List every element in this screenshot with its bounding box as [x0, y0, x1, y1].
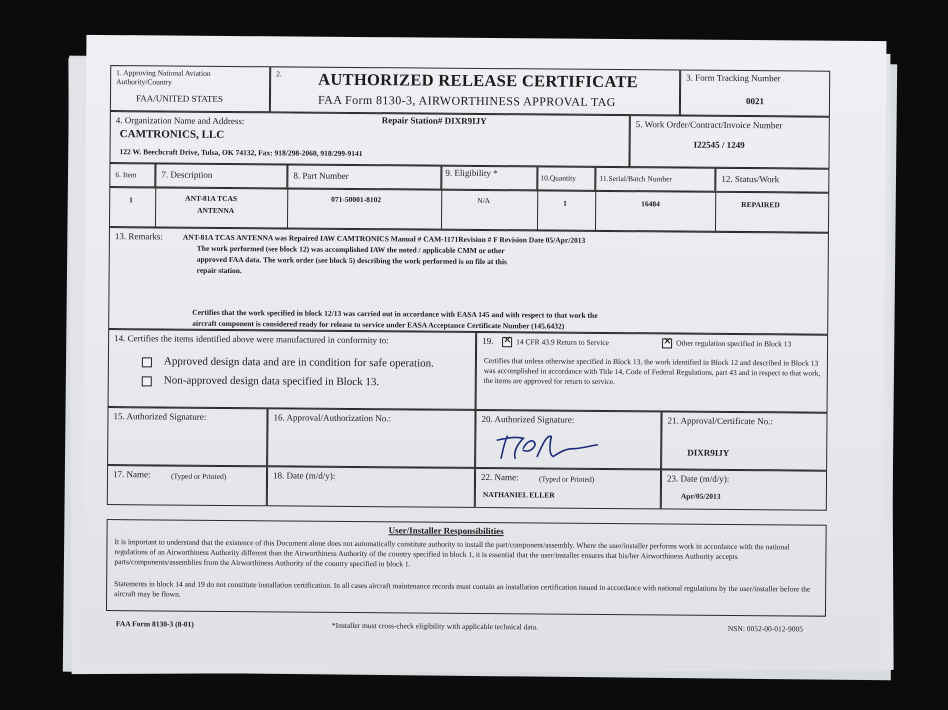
repair-station-label: Repair Station# DIXR9IJY — [381, 115, 487, 127]
user-installer-title: User/Installer Responsibilities — [388, 525, 504, 537]
col-header-serial-text: 11.Serial/Batch Number — [599, 173, 673, 184]
block-19-label: 19. — [482, 335, 494, 347]
block-14-label: 14. Certifies the items identified above were manufactured in conformity to: — [114, 333, 389, 346]
org-address: 122 W. Beechcraft Drive, Tulsa, OK 74132, Fax: 918/298-2060, 918/299-9141 — [119, 147, 363, 159]
remarks-line-5: Certifies that the work specified in block 12/13 was carried out in accordance with EASA 145 and with respect to that work the — [192, 307, 598, 320]
row-item: 1 — [129, 195, 133, 205]
user-installer-text-2: Statements in block 14 and 19 do not constitute installation certification. In all cases aircraft maintenance records must contain an installation certification issued in accordance with national regulations by the user/installer before the aircraft may be flown. — [114, 579, 811, 599]
block-3-value: 0021 — [745, 96, 765, 107]
other-regulation-checkbox[interactable] — [662, 338, 672, 348]
block-22-hint: (Typed or Printed) — [538, 474, 595, 484]
footer-form-number: FAA Form 8130-3 (8-01) — [115, 619, 194, 629]
user-installer-text-1: It is important to understand that the existence of this Document alone does not automatically constitute authority to install the part/component/assembly. Where the user/installer performs work in accordance with the national regulations of an Airworthiness Authority different than the Airworthiness Authority of the country specified in block 1, it is essential that the user/installer ensures that his/her Airworthiness Authority accepts parts/components/assemblies from the Airworthiness Authority of the country specified in block 1. — [114, 537, 790, 569]
remarks-line-2: The work performed (see block 12) was accomplished IAW the noted / applicable CMM or other — [196, 243, 505, 256]
footer-installer-note: *Installer must cross-check eligibility with applicable technical data. — [331, 620, 539, 632]
approved-design-label: Approved design data and are in condition for safe operation. — [163, 355, 434, 370]
block-22-label: 22. Name: — [480, 471, 519, 483]
block-23-value: Apr/05/2013 — [680, 491, 721, 501]
org-name: CAMTRONICS, LLC — [119, 128, 225, 141]
col-header-part-text: 8. Part Number — [293, 170, 349, 181]
block-17-hint: (Typed or Printed) — [170, 471, 227, 481]
non-approved-design-checkbox[interactable] — [142, 376, 152, 386]
remarks-line-3: approved FAA data. The work order (see block 5) describing the work performed is on file at this — [196, 254, 508, 267]
form-subtitle: FAA Form 8130-3, AIRWORTHINESS APPROVAL TAG — [317, 92, 616, 110]
block-3-label: 3. Form Tracking Number — [686, 72, 781, 84]
authorized-signature — [493, 430, 603, 465]
block-4-label: 4. Organization Name and Address: — [115, 115, 245, 127]
approved-design-checkbox[interactable] — [142, 357, 152, 367]
block-15-label: 15. Authorized Signature: — [113, 411, 207, 422]
row-elig: N/A — [477, 195, 491, 206]
block-20-label: 20. Authorized Signature: — [481, 413, 575, 425]
block-21-value: DIXR9IJY — [687, 447, 730, 458]
col-header-quantity-text: 10.Quantity — [540, 173, 577, 183]
form-title: AUTHORIZED RELEASE CERTIFICATE — [318, 69, 639, 92]
block-22-value: NATHANIEL ELLER — [482, 489, 555, 500]
remarks-line-6: aircraft component is considered ready for release to service under EASA Acceptance Certificate Number (145.6432) — [192, 318, 565, 331]
block-23-label: 23. Date (m/d/y): — [666, 473, 730, 484]
remarks-line-4: repair station. — [196, 265, 242, 276]
cfr-43-9-label: 14 CFR 43.9 Return to Service — [516, 337, 610, 347]
certificate-sheet — [82, 35, 887, 671]
block-16-label: 16. Approval/Authorization No.: — [273, 412, 392, 424]
col-header-item-text: 6. Item — [115, 170, 137, 180]
col-header-eligibility-text: 9. Eligibility * — [445, 167, 498, 179]
row-serial: 16484 — [641, 199, 660, 209]
non-approved-design-label: Non-approved design data specified in Block 13. — [163, 374, 380, 389]
block-2-label: 2. — [276, 69, 282, 79]
row-status: REPAIRED — [741, 200, 780, 210]
footer-nsn: NSN: 0052-00-012-9005 — [727, 623, 804, 634]
row-qty: 1 — [563, 198, 567, 208]
cfr-43-9-checkbox[interactable] — [502, 337, 512, 347]
other-regulation-label: Other regulation specified in Block 13 — [676, 338, 792, 349]
block-18-label: 18. Date (m/d/y): — [272, 470, 336, 481]
row-desc-1: ANT-81A TCAS — [185, 193, 238, 204]
block-19-text: Certifies that unless otherwise specified in Block 13, the work identified in Block 12 and described in Block 13 was accomplished in accordance with Title 14, Code of Federal Regulations, part 43 and in respect to that work, the items are approved for return to service. — [483, 355, 821, 387]
block-5-label: 5. Work Order/Contract/Invoice Number — [635, 119, 783, 131]
col-header-status-text: 12. Status/Work — [721, 173, 780, 185]
block-5-value: I22545 / 1249 — [693, 139, 745, 151]
block-17-label: 17. Name: — [112, 469, 151, 480]
block-1-value: FAA/UNITED STATES — [135, 93, 223, 104]
block-21-label: 21. Approval/Certificate No.: — [667, 415, 773, 427]
block-1-label: 1. Approving National Aviation Authority/Country — [116, 68, 211, 87]
row-desc-2: ANTENNA — [197, 205, 235, 216]
block-13-label: 13. Remarks: — [114, 231, 163, 242]
row-part: 071-50001-8102 — [331, 194, 382, 205]
remarks-line-1: ANT-81A TCAS ANTENNA was Repaired IAW CAMTRONICS Manual # CAM-1171Revision # F Revision Date 05/Apr/2013 — [182, 232, 586, 245]
col-header-description-text: 7. Description — [161, 169, 213, 180]
